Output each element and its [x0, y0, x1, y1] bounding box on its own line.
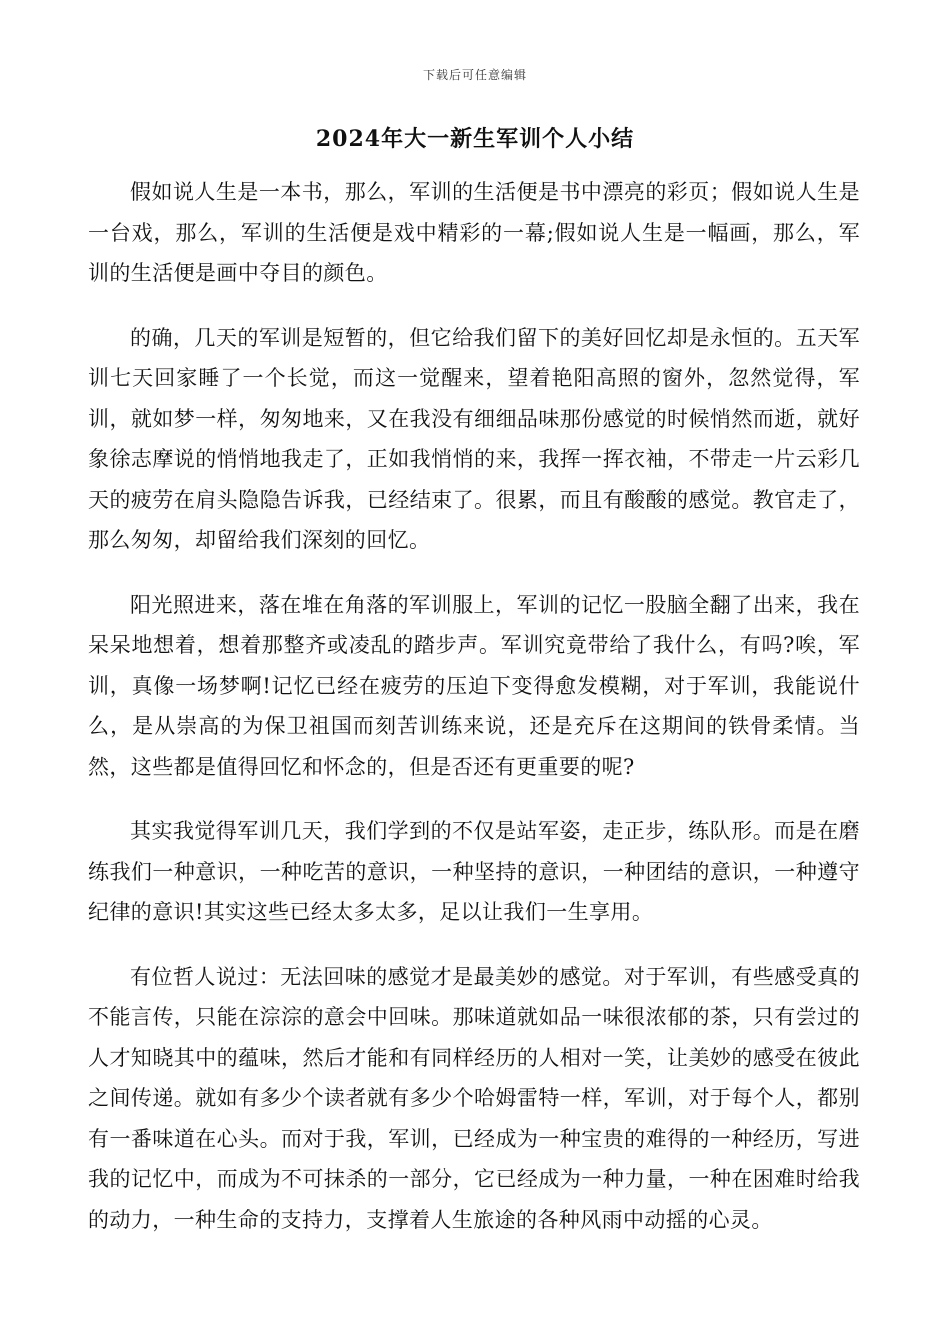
paragraph-3: 阳光照进来，落在堆在角落的军训服上，军训的记忆一股脑全翻了出来，我在呆呆地想着，想着那整齐或凌乱的踏步声。军训究竟带给了我什么，有吗?唉，军训，真像一场梦啊!记忆已经在疲劳的压迫下变得愈发模糊，对于军训，我能说什么，是从崇高的为保卫祖国而刻苦训练来说，还是充斥在这期间的铁骨柔情。当然，这些都是值得回忆和怀念的，但是否还有更重要的呢?	[88, 592, 860, 779]
paragraph-1: 假如说人生是一本书，那么，军训的生活便是书中漂亮的彩页；假如说人生是一台戏，那么，军训的生活便是戏中精彩的一幕;假如说人生是一幅画，那么，军训的生活便是画中夺目的颜色。	[88, 180, 860, 285]
paragraph-4: 其实我觉得军训几天，我们学到的不仅是站军姿，走正步，练队形。而是在磨练我们一种意识，一种吃苦的意识，一种坚持的意识，一种团结的意识，一种遵守纪律的意识!其实这些已经太多太多，足以让我们一生享用。	[88, 819, 860, 924]
document-title: 2024年大一新生军训个人小结	[315, 126, 635, 152]
paragraph-5: 有位哲人说过：无法回味的感觉才是最美妙的感觉。对于军训，有些感受真的不能言传，只能在淙淙的意会中回味。那味道就如品一味很浓郁的茶，只有尝过的人才知晓其中的蕴味，然后才能和有同样经历的人相对一笑，让美妙的感受在彼此之间传递。就如有多少个读者就有多少个哈姆雷特一样，军训，对于每个人，都别有一番味道在心头。而对于我，军训，已经成为一种宝贵的难得的一种经历，写进我的记忆中，而成为不可抹杀的一部分，它已经成为一种力量，一种在困难时给我的动力，一种生命的支持力，支撑着人生旅途的各种风雨中动摇的心灵。	[88, 964, 860, 1232]
document-body	[88, 172, 860, 1264]
paragraph-2: 的确，几天的军训是短暂的，但它给我们留下的美好回忆却是永恒的。五天军训七天回家睡了一个长觉，而这一觉醒来，望着艳阳高照的窗外，忽然觉得，军训，就如梦一样，匆匆地来，又在我没有细细品味那份感觉的时候悄然而逝，就好象徐志摩说的悄悄地我走了，正如我悄悄的来，我挥一挥衣袖，不带走一片云彩几天的疲劳在肩头隐隐告诉我，已经结束了。很累，而且有酸酸的感觉。教官走了，那么匆匆，却留给我们深刻的回忆。	[88, 325, 860, 552]
header-note: 下载后可任意编辑	[422, 68, 527, 82]
